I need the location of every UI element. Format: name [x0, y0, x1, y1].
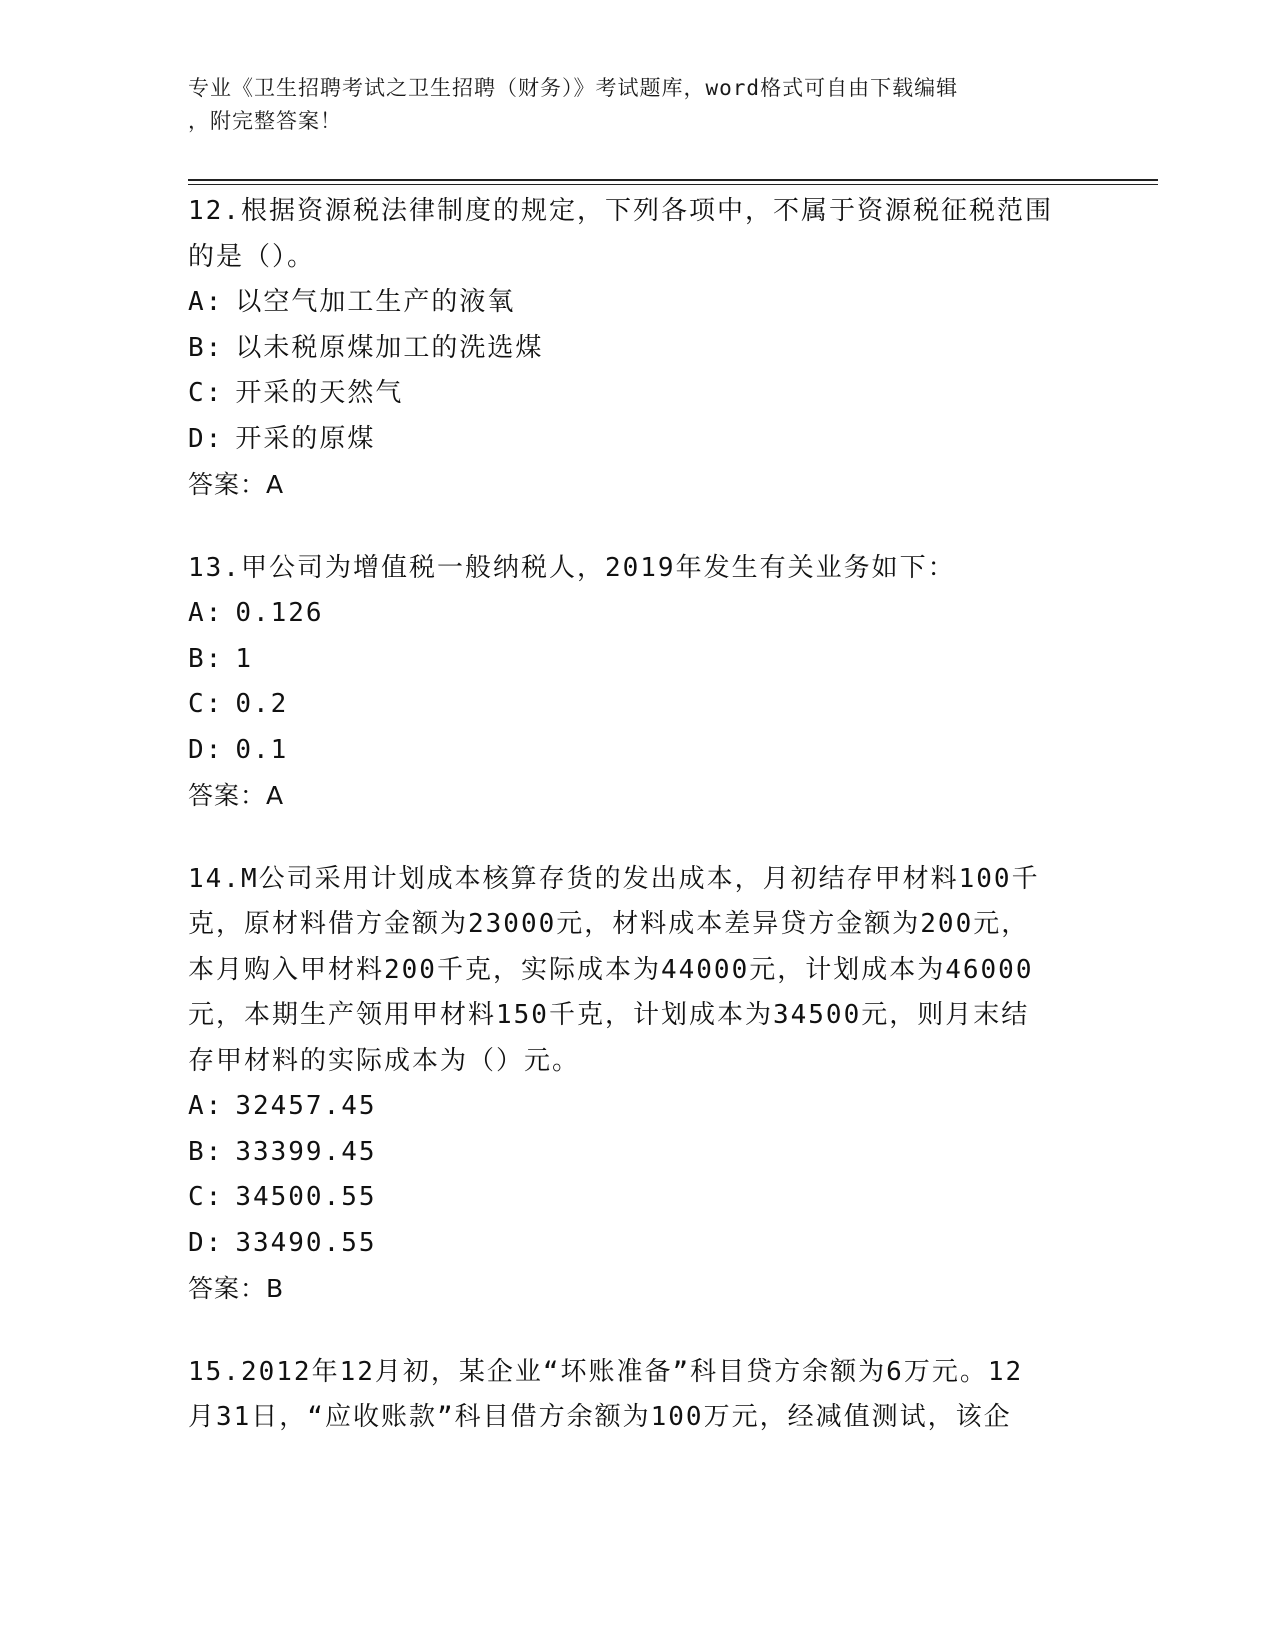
option-a: A: 0.126: [188, 598, 324, 628]
question-line: 15.2012年12月初，某企业“坏账准备”科目贷方余额为6万元。12: [188, 1356, 1024, 1387]
question-line: 13.甲公司为增值税一般纳税人，2019年发生有关业务如下：: [188, 552, 956, 583]
answer-line: 答案：B: [188, 1274, 285, 1303]
page-header: [188, 72, 1078, 138]
question-text: [188, 1350, 1088, 1441]
question-12: [188, 189, 1088, 508]
question-line: 存甲材料的实际成本为（）元。: [188, 1045, 581, 1076]
answer-line: 答案：A: [188, 470, 285, 499]
question-line: 月31日，“应收账款”科目借方余额为100万元，经减值测试，该企: [188, 1402, 1012, 1432]
question-15: [188, 1350, 1088, 1441]
question-text: [188, 189, 1088, 280]
option-a: A: 以空气加工生产的液氧: [188, 287, 516, 317]
option-b: B: 1: [188, 643, 253, 674]
option-d: D: 0.1: [188, 734, 289, 765]
option-b: B: 以未税原煤加工的洗选煤: [188, 332, 544, 363]
header-divider: [188, 179, 1158, 185]
option-d: D: 开采的原煤: [188, 423, 376, 454]
header-line: 专业《卫生招聘考试之卫生招聘（财务）》考试题库，word格式可自由下载编辑: [188, 76, 959, 100]
option-d: D: 33490.55: [188, 1227, 377, 1258]
question-line: 本月购入甲材料200千克，实际成本为44000元，计划成本为46000: [188, 954, 1034, 985]
question-line: 14.M公司采用计划成本核算存货的发出成本，月初结存甲材料100千: [188, 863, 1040, 894]
header-line: ，附完整答案！: [188, 109, 342, 133]
answer-line: 答案：A: [188, 781, 285, 810]
question-list: [188, 189, 1088, 1479]
question-line: 12.根据资源税法律制度的规定，下列各项中，不属于资源税征税范围: [188, 196, 1053, 226]
question-line: 元，本期生产领用甲材料150千克，计划成本为34500元，则月末结: [188, 1000, 1030, 1030]
question-14: [188, 857, 1088, 1312]
question-text: [188, 857, 1088, 1085]
question-13: [188, 546, 1088, 819]
option-a: A: 32457.45: [188, 1091, 377, 1121]
option-b: B: 33399.45: [188, 1136, 377, 1167]
option-c: C: 34500.55: [188, 1182, 377, 1212]
question-text: [188, 546, 1088, 592]
question-line: 克，原材料借方金额为23000元，材料成本差异贷方金额为200元，: [188, 909, 1030, 939]
option-c: C: 开采的天然气: [188, 378, 404, 408]
question-line: 的是（）。: [188, 241, 316, 272]
option-c: C: 0.2: [188, 689, 289, 719]
